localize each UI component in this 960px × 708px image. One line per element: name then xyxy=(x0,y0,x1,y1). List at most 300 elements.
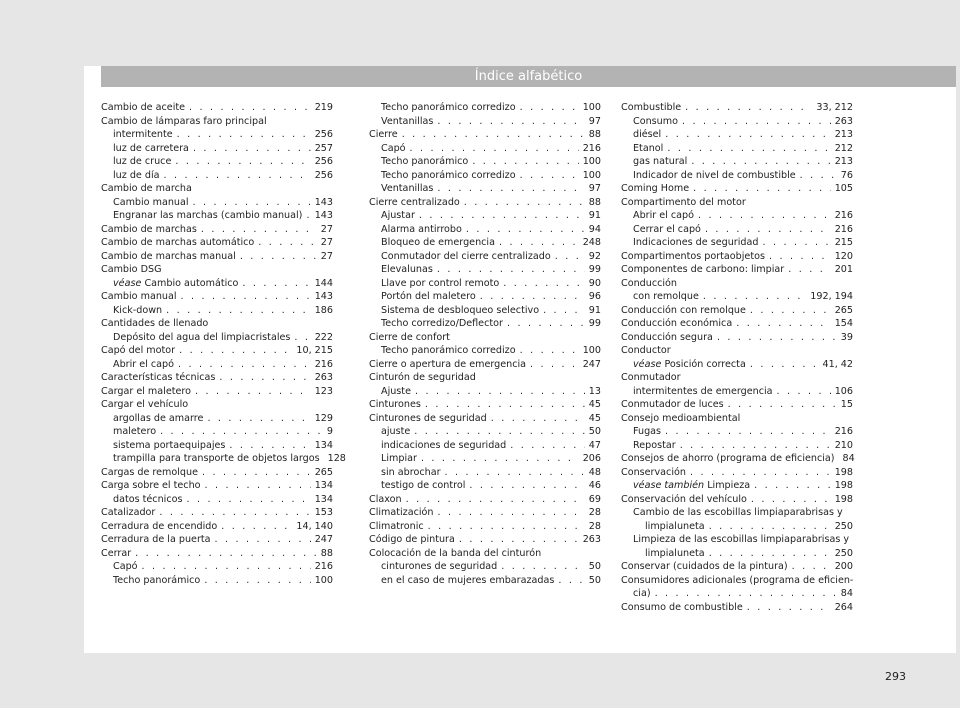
entry-label xyxy=(381,466,441,480)
leader-dots xyxy=(788,263,830,277)
entry-label xyxy=(113,493,182,507)
index-entry xyxy=(369,169,601,183)
leader-dots xyxy=(665,425,831,439)
entry-text: Climatronic xyxy=(369,520,424,532)
entry-label xyxy=(621,413,740,424)
entry-text: Consejo medioambiental xyxy=(621,412,741,424)
index-entry xyxy=(369,209,601,223)
leader-dots xyxy=(709,520,831,534)
entry-label xyxy=(633,507,843,518)
leader-dots xyxy=(402,128,585,142)
entry-label xyxy=(381,101,516,115)
entry-label xyxy=(101,290,177,304)
leader-dots xyxy=(186,493,310,507)
entry-text: Conductor xyxy=(621,345,671,356)
leader-dots xyxy=(769,250,831,264)
entry-page-number: 99 xyxy=(588,318,601,329)
index-entry xyxy=(621,371,853,385)
leader-dots xyxy=(665,128,830,142)
entry-text: cia) xyxy=(633,588,651,599)
entry-text: Capó xyxy=(381,142,406,154)
entry-label xyxy=(101,520,217,534)
entry-page-number: 88 xyxy=(588,129,601,140)
entry-page-number: 91 xyxy=(588,210,601,221)
index-entry xyxy=(101,520,333,534)
index-entry xyxy=(621,601,853,615)
index-entry xyxy=(621,385,853,399)
entry-label xyxy=(113,425,156,439)
entry-label xyxy=(621,263,784,277)
entry-text: Repostar xyxy=(633,439,676,451)
index-entry xyxy=(101,236,333,250)
entry-label xyxy=(381,142,406,156)
entry-text: Fugas xyxy=(633,426,662,437)
entry-page-number: 153 xyxy=(314,507,333,518)
entry-text: Techo panorámico xyxy=(381,156,469,167)
index-entry xyxy=(101,331,333,345)
entry-page-number: 45 xyxy=(588,412,601,424)
entry-page-number: 216 xyxy=(314,358,333,370)
entry-page-number: 186 xyxy=(314,304,333,316)
index-entry xyxy=(621,101,853,115)
entry-label xyxy=(101,399,188,410)
leader-dots xyxy=(204,574,310,588)
entry-text: trampilla para transporte de objetos largos xyxy=(113,453,320,464)
leader-dots xyxy=(195,385,311,399)
leader-dots xyxy=(240,250,317,264)
entry-label xyxy=(101,264,162,275)
entry-text: Alarma antirrobo xyxy=(381,223,462,235)
entry-page-number: 134 xyxy=(314,439,333,451)
leader-dots xyxy=(428,520,585,534)
entry-page-number: 84 xyxy=(840,588,853,599)
index-entry xyxy=(101,101,333,115)
leader-dots xyxy=(258,236,317,250)
leader-dots xyxy=(175,155,310,169)
entry-label xyxy=(381,560,497,574)
entry-label xyxy=(113,277,238,291)
entry-label xyxy=(369,358,526,372)
leader-dots xyxy=(558,574,584,588)
entry-text: Ajustar xyxy=(381,210,415,221)
entry-text: Techo panorámico xyxy=(113,574,201,586)
index-entry xyxy=(101,263,333,277)
entry-page-number: 247 xyxy=(582,358,601,370)
entry-text: Cerradura de la puerta xyxy=(101,534,211,545)
entry-page-number: 143 xyxy=(314,196,333,208)
entry-text: limpialuneta xyxy=(645,547,705,559)
entry-label xyxy=(113,574,200,588)
entry-text: Elevalunas xyxy=(381,264,433,275)
entry-text: maletero xyxy=(113,426,157,437)
entry-text: Cierre de confort xyxy=(369,331,450,343)
index-entry xyxy=(621,304,853,318)
index-entry xyxy=(101,128,333,142)
leader-dots xyxy=(164,169,311,183)
entry-label xyxy=(381,574,554,588)
entry-page-number: 250 xyxy=(834,547,853,559)
leader-dots xyxy=(693,182,831,196)
leader-dots xyxy=(410,142,579,156)
leader-dots xyxy=(181,290,311,304)
leader-dots xyxy=(466,223,585,237)
index-entry xyxy=(101,371,333,385)
leader-dots xyxy=(166,304,311,318)
entry-label xyxy=(101,250,236,264)
entry-label xyxy=(621,250,765,264)
index-entry xyxy=(621,452,853,466)
entry-page-number: 128 xyxy=(327,453,346,464)
entry-label xyxy=(113,358,174,372)
leader-dots xyxy=(160,425,323,439)
leader-dots xyxy=(229,439,310,453)
index-entry xyxy=(101,317,333,331)
entry-label xyxy=(381,317,503,331)
entry-page-number: 13 xyxy=(588,385,601,397)
entry-label xyxy=(633,236,758,250)
entry-page-number: 27 xyxy=(320,250,333,262)
entry-text: Cambio de las escobillas limpiaparabrisas y xyxy=(633,507,843,518)
entry-text: Kick-down xyxy=(113,304,163,316)
entry-page-number: 216 xyxy=(834,426,853,437)
entry-label xyxy=(369,196,460,210)
leader-dots xyxy=(480,290,585,304)
entry-page-number: 88 xyxy=(588,196,601,208)
index-entry xyxy=(101,560,333,574)
entry-text: con remolque xyxy=(633,291,699,302)
entry-label xyxy=(621,345,671,356)
leader-dots xyxy=(682,115,831,129)
index-entry xyxy=(369,128,601,142)
leader-dots xyxy=(800,169,837,183)
entry-page-number: 76 xyxy=(840,169,853,181)
index-entry xyxy=(621,398,853,412)
entry-text: Limpieza xyxy=(707,480,751,491)
entry-page-number: 99 xyxy=(588,264,601,275)
index-entry xyxy=(101,506,333,520)
entry-page-number: 105 xyxy=(834,183,853,194)
entry-text: Cambio de marchas manual xyxy=(101,250,236,262)
leader-dots xyxy=(207,412,310,426)
entry-label xyxy=(369,128,398,142)
entry-label xyxy=(369,372,476,383)
entry-page-number: 265 xyxy=(834,304,853,316)
index-entry xyxy=(621,209,853,223)
entry-page-number: 198 xyxy=(834,466,853,478)
entry-page-number: 97 xyxy=(588,183,601,194)
index-entry xyxy=(621,533,853,547)
entry-text: Cambio manual xyxy=(113,196,189,208)
entry-text: Consumidores adicionales (programa de eficien- xyxy=(621,574,854,586)
entry-text: Conducción xyxy=(621,277,677,289)
entry-text: Conducción con remolque xyxy=(621,304,746,316)
leader-dots xyxy=(530,358,579,372)
entry-page-number: 92 xyxy=(588,250,601,262)
entry-page-number: 256 xyxy=(314,156,333,167)
entry-text: Depósito del agua del limpiacristales xyxy=(113,331,291,343)
index-entry xyxy=(101,358,333,372)
entry-label xyxy=(621,304,746,318)
entry-label xyxy=(381,209,415,223)
entry-label xyxy=(101,236,254,250)
entry-text: Sistema de desbloqueo selectivo xyxy=(381,304,540,316)
entry-page-number: 265 xyxy=(314,466,333,478)
entry-text: Abrir el capó xyxy=(113,358,174,370)
entry-text: Conservación del vehículo xyxy=(621,493,747,505)
entry-page-number: 48 xyxy=(588,466,601,478)
index-entry xyxy=(621,196,853,210)
entry-text: Conmutador del cierre centralizado xyxy=(381,250,551,262)
leader-dots xyxy=(698,209,831,223)
index-entry xyxy=(621,223,853,237)
entry-text: gas natural xyxy=(633,156,688,167)
index-entry xyxy=(369,533,601,547)
entry-text: Limpieza de las escobillas limpiaparabrisas y xyxy=(633,534,850,545)
entry-label xyxy=(621,331,713,345)
entry-text: Consejos de ahorro (programa de eficiencia) xyxy=(621,453,835,464)
index-entry xyxy=(621,290,853,304)
entry-text: Cargar el maletero xyxy=(101,385,191,397)
leader-dots xyxy=(747,601,831,615)
entry-text: Cierre centralizado xyxy=(369,196,460,208)
entry-label xyxy=(101,344,175,358)
index-entry xyxy=(101,182,333,196)
entry-text: cinturones de seguridad xyxy=(381,561,498,572)
entry-text: Cantidades de llenado xyxy=(101,318,209,329)
index-entry xyxy=(101,439,333,453)
entry-text: Cargas de remolque xyxy=(101,466,199,478)
entry-page-number: 200 xyxy=(834,561,853,572)
entry-text: sistema portaequipajes xyxy=(113,439,226,451)
entry-label xyxy=(101,116,267,127)
entry-text: Código de pintura xyxy=(369,534,455,545)
index-entry xyxy=(621,479,853,493)
entry-page-number: 134 xyxy=(314,493,333,505)
entry-text: Ventanillas xyxy=(381,115,434,127)
see-reference: véase xyxy=(113,277,142,289)
index-entry xyxy=(621,277,853,291)
entry-page-number: 28 xyxy=(588,507,601,518)
entry-page-number: 27 xyxy=(320,237,333,248)
leader-dots xyxy=(179,344,292,358)
leader-dots xyxy=(543,304,585,318)
entry-label xyxy=(621,466,686,480)
entry-text: Etanol xyxy=(633,142,664,154)
entry-label xyxy=(633,290,699,304)
leader-dots xyxy=(685,101,812,115)
index-entry xyxy=(621,493,853,507)
leader-dots xyxy=(728,398,837,412)
entry-label xyxy=(621,560,788,574)
leader-dots xyxy=(294,331,310,345)
entry-label xyxy=(113,439,225,453)
entry-page-number: 46 xyxy=(588,480,601,491)
entry-label xyxy=(381,236,495,250)
entry-label xyxy=(633,115,678,129)
leader-dots xyxy=(135,547,317,561)
entry-label xyxy=(381,155,468,169)
entry-label xyxy=(633,169,796,183)
entry-page-number: 143 xyxy=(314,210,333,221)
entry-page-number: 33, 212 xyxy=(816,102,853,113)
entry-page-number: 263 xyxy=(834,115,853,127)
entry-text: Carga sobre el techo xyxy=(101,480,201,491)
entry-text: Techo panorámico corredizo xyxy=(381,102,516,113)
index-entry xyxy=(101,223,333,237)
leader-dots xyxy=(520,169,579,183)
entry-label xyxy=(369,520,424,534)
index-entry xyxy=(369,277,601,291)
entry-page-number: 100 xyxy=(582,156,601,167)
index-entry xyxy=(101,344,333,358)
index-entry xyxy=(101,466,333,480)
entry-page-number: 90 xyxy=(588,277,601,289)
leader-dots xyxy=(219,371,310,385)
entry-page-number: 123 xyxy=(314,385,333,397)
leader-dots xyxy=(415,385,585,399)
entry-text: Abrir el capó xyxy=(633,210,694,221)
entry-text: Engranar las marchas (cambio manual) xyxy=(113,210,303,221)
index-entry xyxy=(369,371,601,385)
entry-label xyxy=(621,452,835,466)
leader-dots xyxy=(667,142,830,156)
entry-text: Conducción económica xyxy=(621,318,733,329)
index-entry xyxy=(101,479,333,493)
leader-dots xyxy=(491,412,585,426)
entry-label xyxy=(101,533,211,547)
entry-text: Cambio de aceite xyxy=(101,102,186,113)
index-entry xyxy=(101,142,333,156)
entry-label xyxy=(621,182,689,196)
entry-page-number: 84 xyxy=(842,453,855,464)
entry-page-number: 100 xyxy=(582,345,601,356)
entry-text: limpialuneta xyxy=(645,520,705,532)
index-entry xyxy=(101,290,333,304)
entry-label xyxy=(381,290,476,304)
index-entry xyxy=(369,439,601,453)
index-entry xyxy=(369,520,601,534)
leader-dots xyxy=(751,493,831,507)
leader-dots xyxy=(178,358,311,372)
entry-page-number: 41, 42 xyxy=(822,358,853,370)
index-entry xyxy=(621,331,853,345)
entry-label xyxy=(381,439,506,453)
entry-page-number: 256 xyxy=(314,169,333,181)
entry-label xyxy=(113,196,189,210)
entry-label xyxy=(633,223,701,237)
entry-label xyxy=(621,493,747,507)
entry-label xyxy=(633,439,676,453)
entry-page-number: 216 xyxy=(582,142,601,154)
leader-dots xyxy=(406,493,585,507)
entry-label xyxy=(113,560,138,574)
entry-label xyxy=(633,425,661,439)
leader-dots xyxy=(414,425,584,439)
entry-label xyxy=(633,209,694,223)
entry-label xyxy=(621,575,853,586)
entry-label xyxy=(645,520,705,534)
entry-text: Portón del maletero xyxy=(381,291,476,302)
index-entry xyxy=(101,155,333,169)
entry-page-number: 210 xyxy=(834,439,853,451)
index-entry xyxy=(369,398,601,412)
index-entry xyxy=(369,479,601,493)
leader-dots xyxy=(510,439,585,453)
leader-dots xyxy=(503,277,585,291)
entry-label xyxy=(101,183,192,194)
entry-text: luz de carretera xyxy=(113,142,189,154)
leader-dots xyxy=(691,155,830,169)
entry-text: Llave por control remoto xyxy=(381,277,500,289)
entry-text: argollas de amarre xyxy=(113,412,204,424)
index-entry xyxy=(369,290,601,304)
entry-page-number: 45 xyxy=(588,399,601,410)
index-entry xyxy=(101,250,333,264)
index-entry xyxy=(621,142,853,156)
index-entry xyxy=(369,263,601,277)
index-entry xyxy=(621,155,853,169)
entry-text: Climatización xyxy=(369,507,434,518)
index-entry xyxy=(101,304,333,318)
leader-dots xyxy=(655,587,837,601)
entry-label xyxy=(369,332,450,343)
leader-dots xyxy=(792,560,831,574)
index-entry xyxy=(369,344,601,358)
entry-page-number: 154 xyxy=(834,318,853,329)
index-entry xyxy=(101,209,333,223)
index-entry xyxy=(369,412,601,426)
entry-text: Capó xyxy=(113,561,138,572)
entry-page-number: 134 xyxy=(314,480,333,491)
entry-text: ajuste xyxy=(381,426,411,437)
entry-page-number: 222 xyxy=(314,331,333,343)
entry-label xyxy=(369,533,455,547)
index-entry xyxy=(369,547,601,561)
index-entry xyxy=(621,236,853,250)
index-entry xyxy=(101,452,346,466)
leader-dots xyxy=(215,533,311,547)
index-entry xyxy=(101,115,333,129)
entry-page-number: 27 xyxy=(320,223,333,235)
entry-page-number: 219 xyxy=(314,102,333,113)
index-entry xyxy=(369,331,601,345)
entry-text: Coming Home xyxy=(621,183,690,194)
entry-label xyxy=(381,304,539,318)
index-column-1 xyxy=(101,101,346,587)
entry-page-number: 212 xyxy=(834,142,853,154)
index-entry xyxy=(101,385,333,399)
leader-dots xyxy=(680,439,831,453)
entry-text: luz de cruce xyxy=(113,156,172,167)
index-entry xyxy=(369,493,601,507)
entry-page-number: 256 xyxy=(314,129,333,140)
entry-page-number: 264 xyxy=(834,601,853,613)
entry-text: Techo panorámico corredizo xyxy=(381,345,516,356)
leader-dots xyxy=(437,263,585,277)
entry-page-number: 144 xyxy=(314,277,333,289)
entry-page-number: 216 xyxy=(314,561,333,572)
entry-label xyxy=(113,331,290,345)
entry-label xyxy=(381,263,433,277)
entry-label xyxy=(381,277,499,291)
entry-page-number: 248 xyxy=(582,237,601,248)
entry-label xyxy=(381,250,551,264)
index-entry xyxy=(369,560,601,574)
index-entry xyxy=(621,344,853,358)
index-entry xyxy=(369,236,601,250)
index-entry xyxy=(369,155,601,169)
leader-dots xyxy=(501,560,585,574)
